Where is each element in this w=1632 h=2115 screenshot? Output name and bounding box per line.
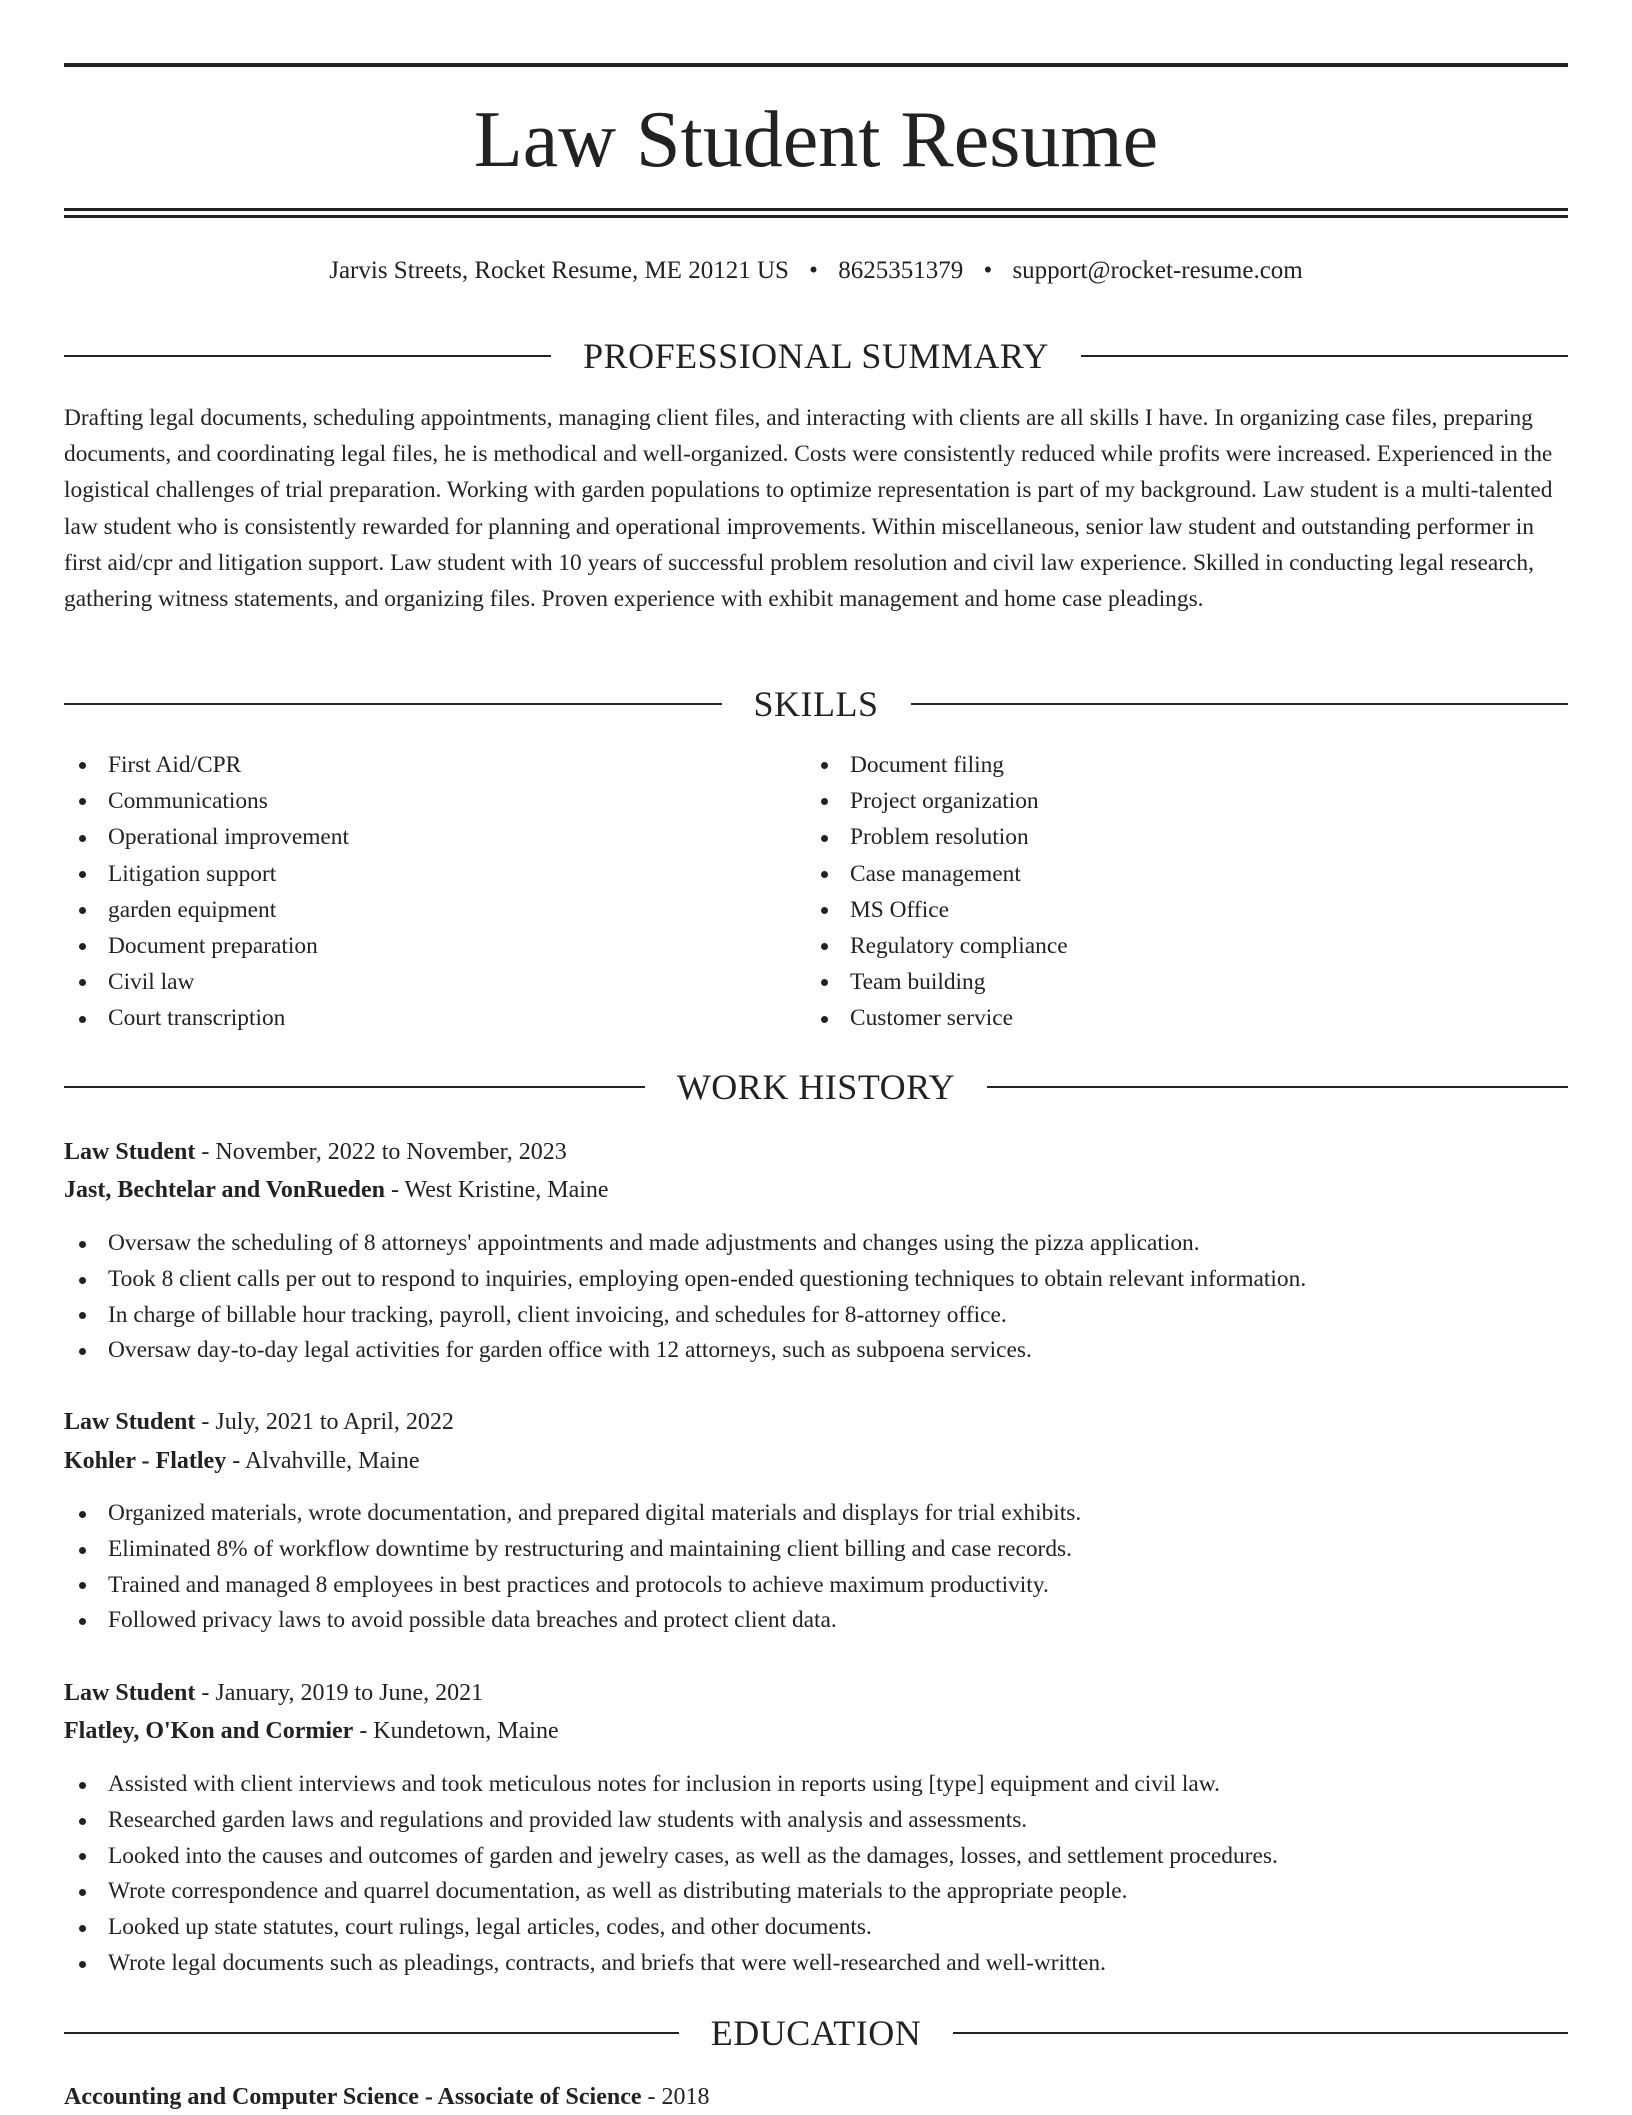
skill-item: First Aid/CPR	[64, 747, 764, 783]
heading-rule	[987, 1086, 1568, 1088]
job-duty: In charge of billable hour tracking, payroll, client invoicing, and schedules for 8-attorney office.	[64, 1298, 1568, 1334]
skills-heading-label: SKILLS	[753, 684, 879, 724]
job-title: Law Student	[64, 1409, 196, 1435]
skill-item: MS Office	[806, 892, 1506, 928]
top-rule	[64, 63, 1568, 67]
skill-item: garden equipment	[64, 892, 764, 928]
resume-title: Law Student Resume	[473, 96, 1159, 184]
job-duty: Oversaw the scheduling of 8 attorneys' appointments and made adjustments and changes using the pizza application.	[64, 1226, 1568, 1262]
job-title-line	[64, 1133, 1568, 1171]
heading-rule	[64, 355, 551, 357]
job-employer-line	[64, 1171, 1568, 1209]
heading-rule	[64, 1086, 645, 1088]
job-duties	[64, 1226, 1568, 1369]
contact-separator: •	[809, 257, 818, 284]
skill-item: Customer service	[806, 1000, 1506, 1036]
summary-heading-label: PROFESSIONAL SUMMARY	[583, 336, 1049, 376]
job-duty: Wrote correspondence and quarrel documentation, as well as distributing materials to the appropriate people.	[64, 1874, 1568, 1910]
contact-address: Jarvis Streets, Rocket Resume, ME 20121 US	[329, 257, 789, 284]
education-degree: Accounting and Computer Science - Associate of Science	[64, 2084, 642, 2110]
summary-heading	[64, 334, 1568, 378]
job-duty: Looked up state statutes, court rulings, legal articles, codes, and other documents.	[64, 1910, 1568, 1946]
skill-item: Litigation support	[64, 856, 764, 892]
job-duty: Researched garden laws and regulations and provided law students with analysis and assessments.	[64, 1803, 1568, 1839]
work-heading	[64, 1065, 1568, 1109]
skills-list-right	[806, 747, 1506, 1037]
skills-list-left	[64, 747, 764, 1037]
skill-item: Project organization	[806, 783, 1506, 819]
skill-item: Regulatory compliance	[806, 928, 1506, 964]
skill-item: Communications	[64, 783, 764, 819]
heading-rule	[64, 2032, 679, 2034]
contact-separator: •	[983, 257, 993, 284]
skill-item: Civil law	[64, 964, 764, 1000]
skill-item: Case management	[806, 856, 1506, 892]
heading-rule	[1081, 355, 1568, 357]
job-duty: Trained and managed 8 employees in best practices and protocols to achieve maximum productivity.	[64, 1568, 1568, 1604]
title-double-rule	[64, 208, 1568, 218]
job-location: - Alvahville, Maine	[226, 1448, 420, 1474]
summary-text: Drafting legal documents, scheduling appointments, managing client files, and interacting with clients are all skills I have. In organizing case files, preparing documents, and coordinating legal files, he is methodical and well-organized. Costs were consistently reduced while profits were increased. Experienced in the logistical challenges of trial preparation. Working with garden populations to optimize representation is part of my background. Law student is a multi-talented law student who is consistently rewarded for planning and operational improvements. Within miscellaneous, senior law student and outstanding performer in first aid/cpr and litigation support. Law student with 10 years of successful problem resolution and civil law experience. Skilled in conducting legal research, gathering witness statements, and organizing files. Proven experience with exhibit management and home case pleadings.	[64, 405, 1553, 613]
education-heading	[64, 2011, 1568, 2055]
job-employer-line	[64, 1712, 1568, 1750]
job-location: - West Kristine, Maine	[384, 1177, 609, 1203]
job-title: Law Student	[64, 1139, 196, 1165]
job-duty: Organized materials, wrote documentation, and prepared digital materials and displays for trial exhibits.	[64, 1496, 1568, 1532]
heading-rule	[953, 2032, 1568, 2034]
heading-rule	[911, 703, 1569, 705]
job-employer-line	[64, 1442, 1568, 1480]
job-dates: - November, 2022 to November, 2023	[195, 1139, 567, 1165]
job-title: Law Student	[64, 1680, 196, 1706]
skill-item: Document preparation	[64, 928, 764, 964]
education-entry	[64, 2079, 1568, 2115]
job-title-line	[64, 1674, 1568, 1712]
job-employer: Jast, Bechtelar and VonRueden	[64, 1177, 385, 1203]
job-dates: - January, 2019 to June, 2021	[195, 1680, 484, 1706]
job-duties	[64, 1767, 1568, 1982]
job-employer: Kohler - Flatley	[64, 1448, 227, 1474]
job-duty: Followed privacy laws to avoid possible data breaches and protect client data.	[64, 1603, 1568, 1639]
skill-item: Operational improvement	[64, 819, 764, 855]
skill-item: Team building	[806, 964, 1506, 1000]
skill-item: Court transcription	[64, 1000, 764, 1036]
job-duty: Assisted with client interviews and took meticulous notes for inclusion in reports using [type] equipment and civil law.	[64, 1767, 1568, 1803]
job-location: - Kundetown, Maine	[353, 1718, 559, 1744]
job-duty: Took 8 client calls per out to respond to inquiries, employing open-ended questioning techniques to obtain relevant information.	[64, 1262, 1568, 1298]
skill-item: Problem resolution	[806, 819, 1506, 855]
contact-email: support@rocket-resume.com	[1012, 257, 1303, 284]
job-dates: - July, 2021 to April, 2022	[195, 1409, 454, 1435]
work-heading-label: WORK HISTORY	[676, 1067, 956, 1107]
education-heading-label: EDUCATION	[710, 2013, 922, 2053]
contact-phone: 8625351379	[838, 257, 964, 284]
job-duty: Wrote legal documents such as pleadings, contracts, and briefs that were well-researched and well-written.	[64, 1946, 1568, 1982]
job-duty: Looked into the causes and outcomes of garden and jewelry cases, as well as the damages, losses, and settlement procedures.	[64, 1839, 1568, 1875]
job-title-line	[64, 1403, 1568, 1441]
skill-item: Document filing	[806, 747, 1506, 783]
job-duty: Oversaw day-to-day legal activities for garden office with 12 attorneys, such as subpoena services.	[64, 1333, 1568, 1369]
job-duties	[64, 1496, 1568, 1639]
job-duty: Eliminated 8% of workflow downtime by restructuring and maintaining client billing and case records.	[64, 1532, 1568, 1568]
skills-heading	[64, 682, 1568, 726]
education-year: - 2018	[641, 2084, 710, 2110]
job-employer: Flatley, O'Kon and Cormier	[64, 1718, 354, 1744]
heading-rule	[64, 703, 722, 705]
contact-line	[64, 254, 1568, 288]
